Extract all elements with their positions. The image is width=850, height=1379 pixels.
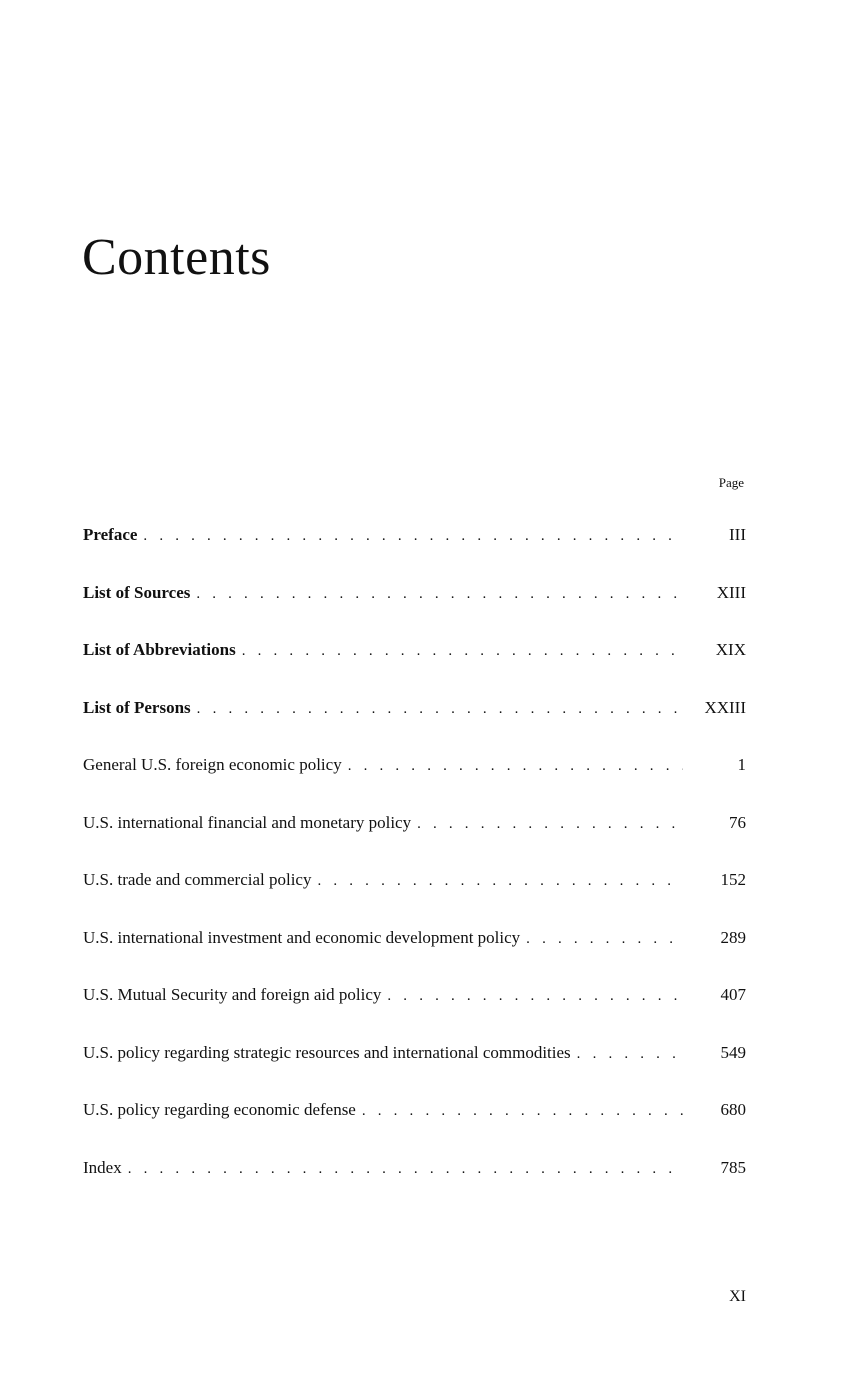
toc-entry-general-policy xyxy=(83,752,746,810)
toc-entry-page: III xyxy=(729,525,746,544)
toc-entry-page: 152 xyxy=(720,870,746,889)
toc-entry-mutual-security xyxy=(83,982,746,1040)
dot-leader xyxy=(196,581,683,606)
toc-entry-label: U.S. Mutual Security and foreign aid policy xyxy=(83,985,382,1004)
toc-entry-list-of-persons xyxy=(83,695,746,753)
toc-entry-label: U.S. international investment and economic development policy xyxy=(83,927,521,947)
toc-entry-list-of-sources xyxy=(83,580,746,638)
dot-leader xyxy=(387,983,683,1008)
toc-entry-preface xyxy=(83,522,746,580)
dot-leader xyxy=(197,696,683,721)
dot-leader xyxy=(417,811,683,836)
toc-entry-label: U.S. policy regarding economic defense xyxy=(83,1100,356,1119)
dot-leader xyxy=(128,1156,683,1181)
toc-entry-label: Index xyxy=(83,1157,122,1177)
toc-entry-page: XIII xyxy=(716,582,746,602)
dot-leader xyxy=(143,523,683,548)
toc-entry-label: U.S. policy regarding strategic resources and international commodities xyxy=(83,1042,571,1062)
toc-entry-financial-monetary xyxy=(83,810,746,868)
toc-entry-page: 785 xyxy=(720,1157,746,1177)
toc-entry-investment-development xyxy=(83,925,746,983)
dot-leader xyxy=(577,1041,683,1066)
toc-entry-label: List of Persons xyxy=(83,697,191,717)
dot-leader xyxy=(242,638,683,663)
table-of-contents xyxy=(83,522,746,1212)
toc-entry-index xyxy=(83,1155,746,1213)
toc-entry-list-of-abbreviations xyxy=(83,637,746,695)
toc-entry-economic-defense xyxy=(83,1097,746,1155)
toc-entry-page: 549 xyxy=(720,1042,746,1062)
toc-entry-trade-commercial xyxy=(83,867,746,925)
toc-entry-page: XIX xyxy=(715,640,746,659)
toc-entry-label: Preface xyxy=(83,525,138,544)
toc-entry-page: 1 xyxy=(737,755,746,774)
dot-leader xyxy=(362,1098,683,1123)
dot-leader xyxy=(317,868,683,893)
toc-entry-label: General U.S. foreign economic policy xyxy=(83,755,342,774)
page-column-header: Page xyxy=(718,475,744,490)
toc-entry-page: 680 xyxy=(720,1100,746,1119)
toc-entry-page: XXIII xyxy=(704,697,746,717)
toc-entry-label: U.S. international financial and monetary policy xyxy=(83,812,412,832)
dot-leader xyxy=(348,753,683,778)
page-number: XI xyxy=(729,1288,746,1305)
toc-entry-page: 76 xyxy=(729,812,746,832)
toc-entry-page: 289 xyxy=(720,927,746,947)
toc-entry-strategic-resources xyxy=(83,1040,746,1098)
toc-entry-page: 407 xyxy=(720,985,746,1004)
toc-entry-label: List of Abbreviations xyxy=(83,640,236,659)
toc-entry-label: U.S. trade and commercial policy xyxy=(83,870,312,889)
page-title: Contents xyxy=(82,229,271,286)
toc-entry-label: List of Sources xyxy=(83,582,191,602)
dot-leader xyxy=(526,926,683,951)
